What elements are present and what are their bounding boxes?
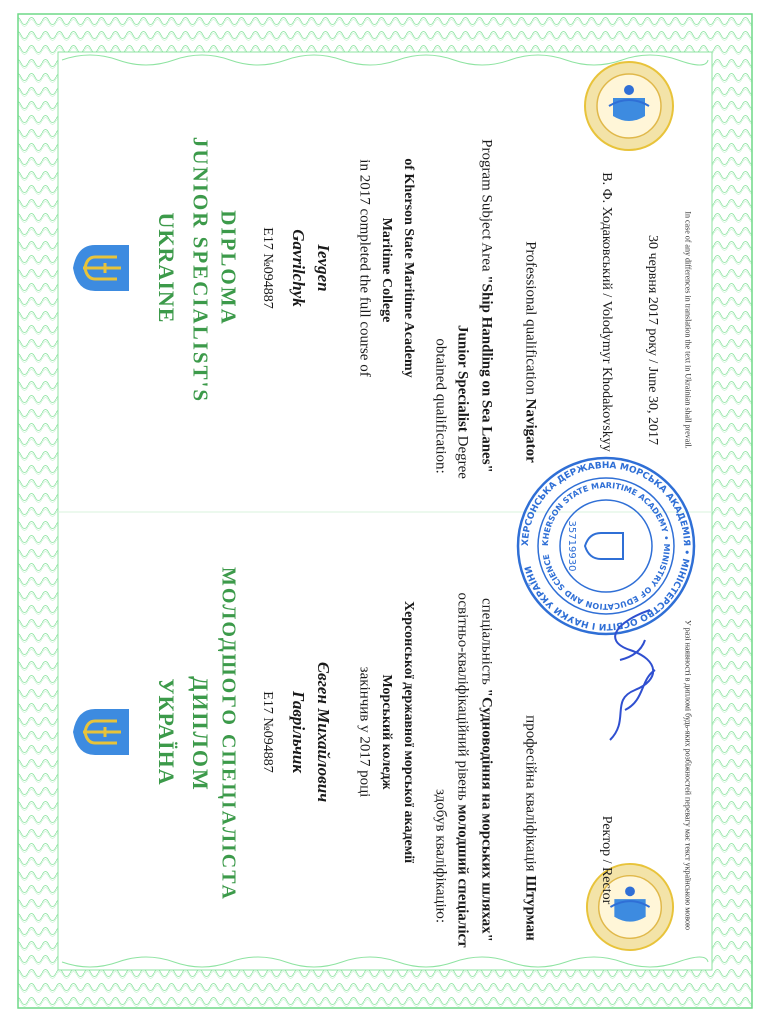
ua-title-line1: ДИПЛОМ: [188, 676, 213, 792]
en-obtained-qualification: obtained qualification:: [432, 338, 449, 474]
ua-rector-label: Ректор / Rector: [599, 815, 614, 905]
en-completed: in 2017 completed the full course of: [356, 159, 373, 377]
en-title-line2: DIPLOMA: [216, 210, 241, 326]
en-surname: Gavrilchyk: [289, 229, 308, 307]
ua-degree: освітньо-кваліфікаційний рівень молодший спеціаліст: [454, 592, 471, 948]
en-rector-name: В. Ф. Ходаковський / Volodymyr Khodakovskyy: [599, 172, 614, 452]
en-given-name: Ievgen: [314, 244, 333, 292]
ua-country: УКРАЇНА: [154, 678, 179, 786]
ua-academy: Херсонської державної морської академії: [401, 600, 416, 864]
en-diploma-number: E17 №094887: [260, 227, 275, 309]
seal-inner-text: KHERSON STATE MARITIME ACADEMY • MINISTRY OF EDUCATION AND SCIENCE: [540, 480, 672, 612]
ua-given-name: Євген Михайлович: [314, 661, 333, 803]
ua-footnote: У разі наявності в дипломі будь-яких розбіжностей перевагу має текст українською мовою: [683, 619, 693, 931]
en-academy: of Kherson State Maritime Academy: [401, 158, 416, 378]
ua-specialty: спеціальність "Судноводіння на морських шляхах": [478, 597, 495, 943]
ua-college: Морський коледж: [379, 674, 394, 790]
ua-diploma-number: E17 №094887: [260, 691, 275, 773]
en-professional-qualification: Professional qualification Navigator: [522, 241, 539, 463]
ukraine-coat-of-arms-icon: [58, 700, 148, 764]
ua-title-line2: МОЛОДШОГО СПЕЦІАЛІСТА: [217, 566, 240, 902]
en-date: 30 червня 2017 року / June 30, 2017: [645, 235, 660, 445]
signature-icon: [600, 600, 670, 750]
en-program-area: Program Subject Area "Ship Handling on Sea Lanes": [478, 139, 495, 473]
ua-surname: Гаврільчик: [289, 690, 308, 774]
en-title-line1: JUNIOR SPECIALIST'S: [188, 136, 213, 404]
en-degree: Junior Specialist Degree: [454, 325, 471, 479]
ua-completed: закінчив у 2017 році: [356, 666, 373, 798]
en-footnote: In case of any differences in translation the text in Ukrainian shall prevail.: [683, 211, 693, 449]
seal-code: 35719930: [566, 520, 577, 572]
academy-logo-icon: [583, 60, 675, 152]
ukraine-coat-of-arms-icon: [58, 236, 148, 300]
en-college: Maritime College: [379, 217, 394, 323]
ua-obtained-qualification: здобув кваліфікацію:: [432, 789, 449, 923]
seal-outer-text: ХЕРСОНСЬКА ДЕРЖАВНА МОРСЬКА АКАДЕМІЯ • МІНІСТЕРСТВО ОСВІТИ І НАУКИ УКРАЇНИ: [520, 460, 692, 632]
en-country: UKRAINE: [154, 212, 179, 324]
ua-professional-qualification: професійна кваліфікація Штурман: [522, 715, 539, 941]
